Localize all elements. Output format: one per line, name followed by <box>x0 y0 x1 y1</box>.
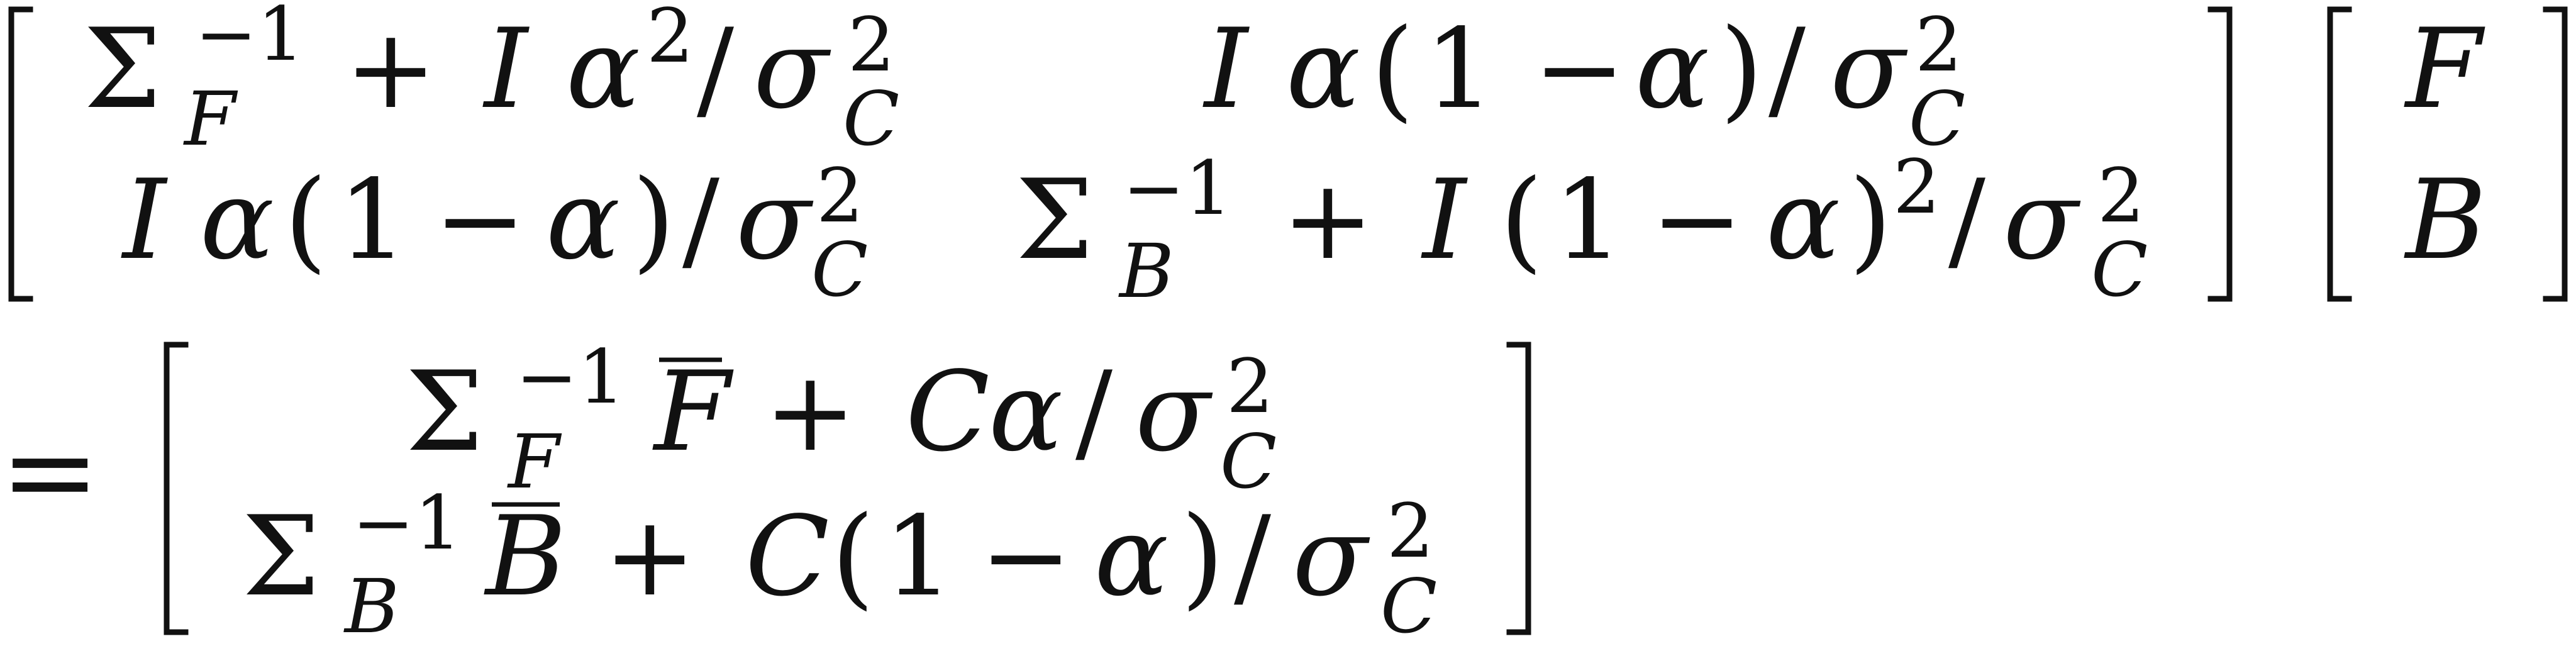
mean-variable: F <box>654 348 731 476</box>
vector-left-bracket <box>2330 9 2349 299</box>
left-paren: ( <box>1371 6 1414 133</box>
vector-right-bracket <box>2546 9 2565 299</box>
rhs-r1 <box>406 333 1277 505</box>
slash: / <box>1768 6 1806 133</box>
sigma-exponent: 2 <box>1915 1 1963 88</box>
mean-variable: B <box>486 493 567 621</box>
minus-sign: − <box>1533 6 1626 133</box>
subscript: F <box>508 418 560 505</box>
one: 1 <box>1553 157 1624 284</box>
sigma-subscript: C <box>811 226 869 313</box>
matrix-left-bracket <box>11 9 30 299</box>
slash: / <box>1075 348 1113 476</box>
slash: / <box>1948 157 1985 284</box>
rhs-left-bracket <box>167 345 186 632</box>
right-paren: ) <box>632 157 675 284</box>
slash: / <box>697 6 734 133</box>
sigma-lower: σ <box>1292 493 1368 621</box>
alpha-symbol-2: α <box>546 157 621 284</box>
left-paren: ( <box>284 157 328 284</box>
sigma-exponent: 2 <box>2097 152 2145 239</box>
alpha-symbol: α <box>566 6 641 133</box>
sigma-lower: σ <box>2003 157 2079 284</box>
subscript: B <box>345 563 399 646</box>
sigma-subscript: C <box>2091 226 2148 313</box>
sigma-subscript: C <box>1380 563 1438 646</box>
vector-bottom: B <box>2406 157 2487 284</box>
alpha-symbol: α <box>1766 157 1841 284</box>
superscript: −1 <box>195 0 304 77</box>
matrix-r2c1 <box>121 152 868 313</box>
sigma-subscript: C <box>1909 75 1966 162</box>
sigma-symbol: Σ <box>406 348 484 476</box>
subscript: F <box>184 75 236 162</box>
plus-sign: + <box>345 6 437 133</box>
matrix-r1c2 <box>1202 1 1965 162</box>
sigma-symbol: Σ <box>242 493 320 621</box>
equals-sign: = <box>0 402 101 541</box>
sigma-subscript: C <box>843 75 900 162</box>
subscript: B <box>1119 228 1174 315</box>
sigma-subscript: C <box>1220 418 1277 505</box>
c-symbol: C <box>745 493 830 621</box>
superscript: −1 <box>516 333 625 420</box>
matrix-r2c2 <box>1016 143 2148 315</box>
c-symbol: C <box>906 348 990 476</box>
slash: / <box>1234 493 1271 621</box>
plus-sign: + <box>764 348 857 476</box>
superscript: −1 <box>352 479 462 566</box>
identity-symbol: I <box>123 157 167 284</box>
sigma-exponent: 2 <box>816 152 864 239</box>
sigma-symbol: Σ <box>1016 157 1094 284</box>
right-paren: ) <box>1181 493 1224 621</box>
sigma-exponent: 2 <box>1387 487 1435 574</box>
one: 1 <box>1424 6 1495 133</box>
rhs-right-bracket <box>1509 345 1528 632</box>
alpha-symbol: α <box>200 157 275 284</box>
superscript: −1 <box>1123 145 1232 231</box>
rhs-r2 <box>242 479 1437 646</box>
sigma-symbol: Σ <box>84 6 162 133</box>
identity-symbol: I <box>1204 6 1248 133</box>
identity-symbol: I <box>1423 157 1467 284</box>
alpha-symbol: α <box>1094 493 1169 621</box>
sigma-lower: σ <box>736 157 811 284</box>
sigma-lower: σ <box>1135 348 1211 476</box>
minus-sign: − <box>1651 157 1743 284</box>
left-paren: ( <box>831 493 875 621</box>
one: 1 <box>338 157 408 284</box>
matrix-right-bracket <box>2211 9 2229 299</box>
plus-sign: + <box>604 493 696 621</box>
alpha-symbol: α <box>1286 6 1361 133</box>
alpha-symbol: α <box>989 348 1063 476</box>
exponent: 2 <box>647 0 694 79</box>
minus-sign: − <box>434 157 526 284</box>
left-paren: ( <box>1500 157 1543 284</box>
right-paren: ) <box>1720 6 1763 133</box>
sigma-exponent: 2 <box>848 1 896 88</box>
sigma-lower: σ <box>1830 6 1906 133</box>
vector-top: F <box>2406 6 2482 133</box>
one: 1 <box>884 493 954 621</box>
matrix-r1c1 <box>84 0 899 162</box>
sigma-lower: σ <box>753 6 829 133</box>
alpha-symbol-2: α <box>1635 6 1710 133</box>
sigma-exponent: 2 <box>1226 343 1274 430</box>
slash: / <box>682 157 719 284</box>
right-paren: ) <box>1849 157 1892 284</box>
plus-sign: + <box>1282 157 1374 284</box>
identity-symbol: I <box>484 6 528 133</box>
exponent: 2 <box>1893 143 1941 230</box>
minus-sign: − <box>980 493 1072 621</box>
